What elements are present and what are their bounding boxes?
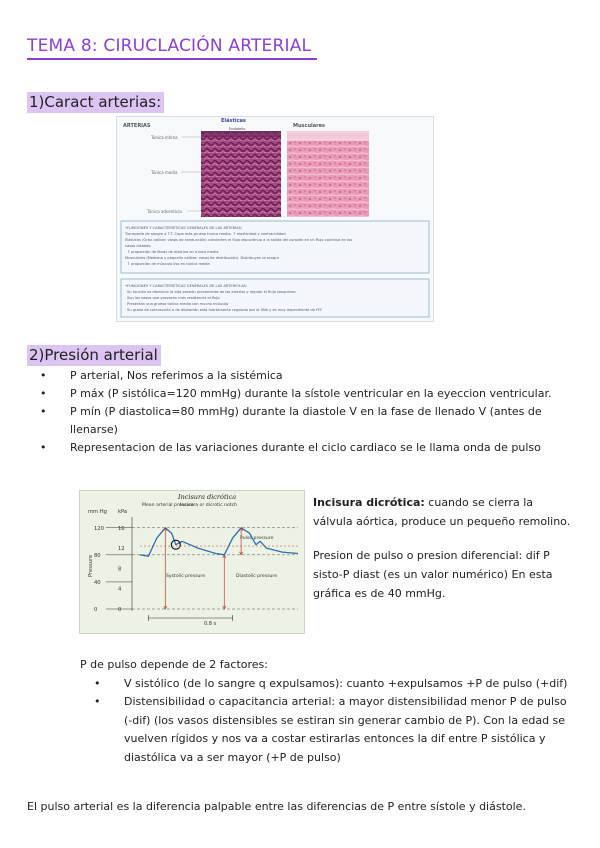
y-axis-label: Pressure — [88, 554, 94, 577]
list-item — [30, 367, 570, 385]
y-tick-kpa: 8 — [118, 566, 122, 573]
list-item — [30, 439, 570, 457]
bullet-icon: • — [40, 405, 47, 418]
muscular-artery-micrograph — [287, 131, 369, 217]
box1-line: ↑ proporción de fibras de elastina en túnica media — [127, 250, 219, 254]
bullet-icon: • — [40, 441, 47, 454]
section-heading-arterias: 1)Caract arterias: — [27, 92, 164, 113]
pulse-pressure-note: Presion de pulso o presion diferencial: dif P sisto-P diast (es un valor numérico) En esta gráfica es de 40 mmHg. — [313, 549, 553, 600]
bullet-icon: • — [94, 695, 101, 708]
time-label: 0.8 s — [204, 621, 217, 627]
annot-pulse — [240, 535, 274, 541]
pulse-factors — [80, 656, 568, 767]
pulse-wave-svg — [80, 491, 304, 633]
box1-line: Elásticas (Gran calibre: vasos de conducción) convierten el flujo discontinuo a la salida del corazón en un flujo continuo en los — [125, 238, 353, 242]
chart-handwritten-note: Incisura dicrótica — [178, 493, 237, 501]
list-item — [30, 403, 570, 439]
y-tick-mmhg: 0 — [94, 607, 98, 613]
endotelio-label: Endotelio — [229, 127, 246, 131]
factors-list — [80, 675, 568, 768]
list-item-text: P mín (P diastolica=80 mmHg) durante la diastole V en la fase de llenado V (antes de llenarse) — [70, 405, 542, 436]
y-tick-mmhg: 40 — [94, 579, 101, 586]
layer-intima-label: Túnica íntima — [151, 135, 178, 140]
box2-line: Presentan una gruesa túnica media con mucho músculo — [127, 302, 229, 306]
box1-line: Musculares (Mediano y pequeño calibre: vasos de distribución). Distribuyen la sangre — [125, 256, 279, 260]
bullet-icon: • — [40, 387, 47, 400]
arteries-handout-figure — [116, 116, 434, 322]
box2-line: •FUNCIONES Y CARACTERÍSTICAS GENERALES DE LAS ARTERIOLAS: — [125, 284, 248, 288]
col-musculares-label: Musculares — [293, 123, 325, 129]
box1-line: ↑ proporción de músculo liso en túnica media — [127, 262, 210, 266]
box1-line: Transporte de sangre a T.T. Capa más gruesa túnica media, ↑ elasticidad y contractilidad — [125, 232, 286, 236]
box1-line: vasos distales. — [125, 244, 152, 248]
y-tick-kpa: 0 — [118, 607, 122, 613]
dicrotic-term: Incisura dicrótica: — [313, 496, 425, 509]
bullet-icon: • — [40, 369, 47, 382]
y-tick-kpa: 16 — [118, 525, 125, 532]
annot-systolic — [166, 573, 205, 579]
page-title: TEMA 8: CIRUCLACIÓN ARTERIAL — [27, 36, 312, 56]
box1-line: •FUNCIONES Y CARACTERÍSTICAS GENERALES DE LAS ARTERIAS: — [125, 226, 243, 230]
annot-mean-text: Mean arterial pressure — [142, 503, 194, 508]
list-item-text: P máx (P sistólica=120 mmHg) durante la sístole ventricular en la eyeccion ventricular. — [70, 387, 552, 400]
list-item — [80, 693, 568, 767]
y-tick-kpa: 12 — [118, 546, 125, 553]
annot-diastolic-text: Diastolic pressure — [236, 574, 278, 579]
annot-pulse-text: Pulse pressure — [240, 536, 274, 541]
col-arterias-label: ARTERIAS — [123, 123, 151, 129]
list-item — [80, 675, 568, 694]
pressure-bullet-list — [30, 367, 570, 457]
y-unit-kpa: kPa — [118, 509, 128, 515]
bullet-icon: • — [94, 676, 101, 690]
elastic-artery-micrograph — [201, 131, 281, 217]
annot-incisura-text: Incisura or dicrotic notch — [180, 503, 238, 508]
list-item — [30, 385, 570, 403]
layer-media-label: Túnica media — [151, 170, 178, 175]
factors-lead: P de pulso depende de 2 factores: — [80, 658, 268, 671]
annot-systolic-text: Systolic pressure — [166, 574, 206, 579]
y-tick-mmhg: 120 — [94, 525, 104, 532]
pulse-wave-chart — [79, 490, 305, 634]
section-heading-presion: 2)Presión arterial — [27, 345, 161, 366]
layer-adventicia-label: Túnica adventicia — [147, 209, 182, 214]
col-elasticas-label: Elásticas — [221, 118, 246, 124]
arteries-figure-svg — [117, 117, 433, 321]
closing-statement: El pulso arterial es la diferencia palpable entre las diferencias de P entre sístole y diástole. — [27, 800, 526, 813]
list-item-text: Distensibilidad o capacitancia arterial: a mayor distensibilidad menor P de pulso (-dif) (los vasos distensibles se estiran sin generar cambio de P). Con la edad se vuelven rígidos y nos va a costar estirarlas entonces la dif entre P sistólica y diastólica va a ser mayor (+P de pulso) — [124, 695, 567, 764]
title-underline — [27, 58, 317, 60]
y-tick-mmhg: 80 — [94, 552, 101, 559]
annot-diastolic — [236, 573, 277, 579]
pulse-wave-line — [140, 528, 298, 556]
y-unit-mmhg: mm Hg — [88, 509, 107, 515]
box2-line: Su grado de contracción o de dilatación está fuertemente regulado por el SNA y es muy dependiente de FFF — [127, 308, 323, 312]
box2-line: Son los vasos que provocan más resistencia al flujo — [127, 296, 220, 300]
annot-incisura — [180, 502, 237, 508]
dicrotic-note — [313, 493, 575, 531]
side-notes — [313, 493, 575, 618]
list-item-text: P arterial, Nos referimos a la sistémica — [70, 369, 283, 382]
box2-line: Su función es disminuir la alta presión proveniente de las arterias y regular el flujo sanguíneo — [127, 290, 296, 294]
y-tick-kpa: 4 — [118, 586, 122, 593]
list-item-text: Representacion de las variaciones durante el ciclo cardiaco se le llama onda de pulso — [70, 441, 541, 454]
dicrotic-explanation: cuando se cierra la válvula aórtica, produce un pequeño remolino. — [313, 496, 571, 528]
list-item-text: V sistólico (de lo sangre q expulsamos): cuanto +expulsamos +P de pulso (+dif) — [124, 676, 568, 690]
